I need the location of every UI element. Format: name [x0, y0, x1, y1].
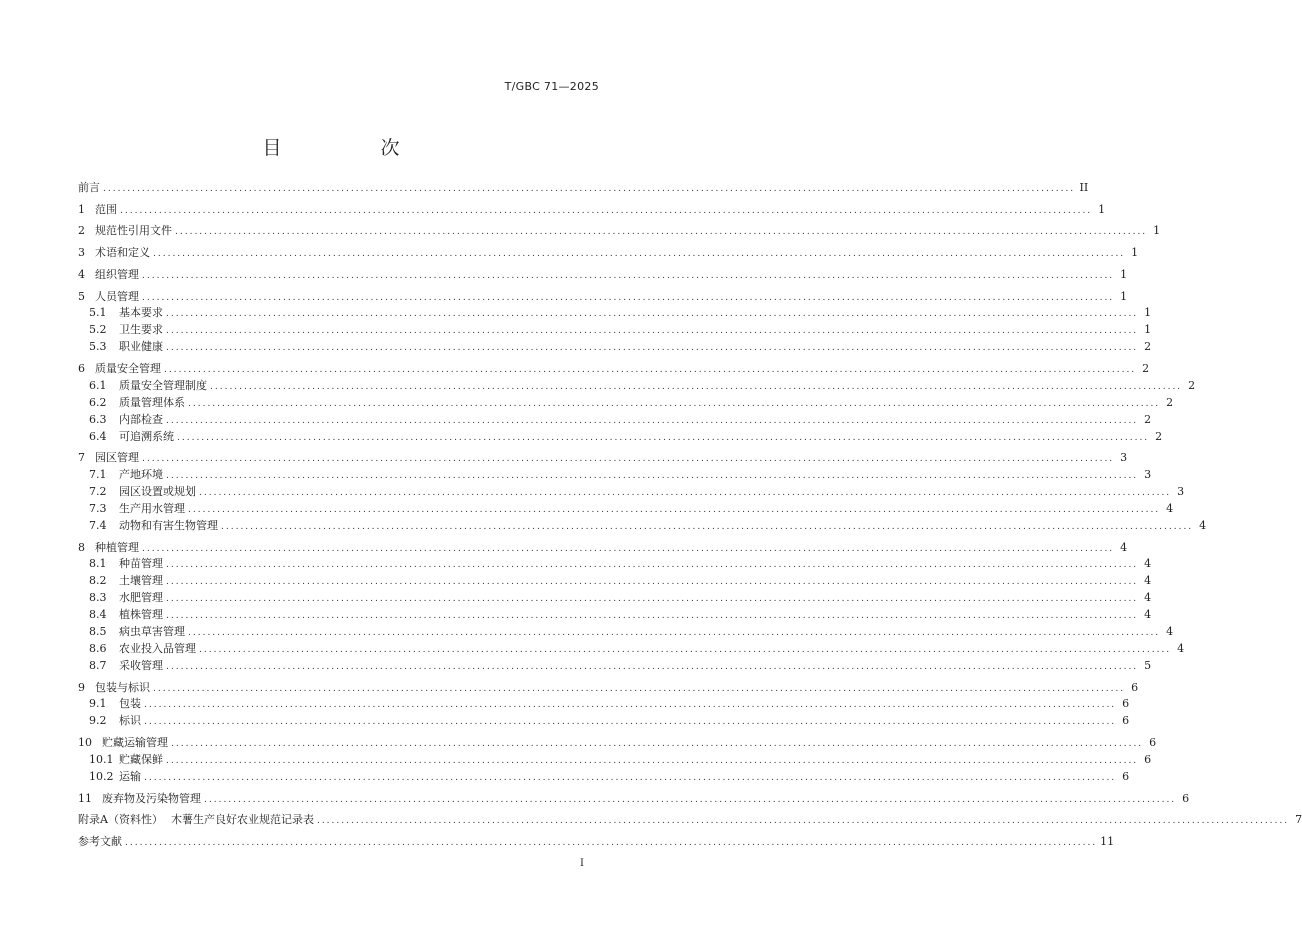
toc-entry-page: 6	[1131, 680, 1139, 694]
toc-entry-label	[78, 681, 150, 695]
toc-entry[interactable]	[78, 790, 1190, 806]
toc-entry[interactable]	[78, 572, 1152, 588]
toc-entry-page: 1	[1120, 267, 1128, 281]
toc-entry[interactable]	[78, 483, 1185, 499]
toc-entry-title: 园区设置或规划	[119, 485, 196, 498]
toc-leader-dots: ........................................................................................................................................................................................................	[153, 683, 1126, 694]
toc-entry-number: 5.3	[89, 340, 107, 354]
toc-entry[interactable]	[78, 266, 1128, 282]
toc-entry-page: 4	[1144, 591, 1152, 605]
toc-leader-dots: ........................................................................................................................................................................................................	[199, 488, 1172, 498]
toc-entry-page: 4	[1199, 518, 1207, 532]
toc-leader-dots: ........................................................................................................................................................................................................	[175, 227, 1148, 238]
toc-entry-title: 废弃物及污染物管理	[102, 791, 201, 805]
toc-entry[interactable]	[78, 734, 1157, 750]
toc-entry-page: 2	[1144, 340, 1152, 354]
toc-entry-title: 病虫草害管理	[119, 625, 185, 638]
toc-entry-page: 4	[1166, 501, 1174, 515]
toc-entry[interactable]	[78, 539, 1128, 555]
toc-entry[interactable]	[78, 377, 1196, 393]
toc-entry-number: 8.4	[89, 608, 107, 622]
toc-entry-page: 2	[1142, 361, 1150, 375]
toc-leader-dots: ........................................................................................................................................................................................................	[142, 543, 1115, 554]
toc-entry-number: 11	[78, 791, 92, 805]
toc-entry-page: 1	[1144, 323, 1152, 337]
toc-entry-title: 可追溯系统	[119, 429, 174, 443]
toc-entry-title: 规范性引用文件	[95, 224, 172, 238]
toc-entry-number: 7.2	[89, 485, 107, 498]
toc-entry-page: 2	[1155, 429, 1163, 443]
toc-entry[interactable]	[78, 466, 1152, 482]
toc-leader-dots: ........................................................................................................................................................................................................	[166, 343, 1139, 354]
toc-entry-label	[89, 770, 141, 784]
toc-leader-dots: ........................................................................................................................................................................................................	[204, 794, 1177, 805]
toc-entry-page: 6	[1144, 752, 1152, 766]
toc-entry-page: 1	[1153, 224, 1161, 238]
toc-leader-dots: ........................................................................................................................................................................................................	[144, 717, 1117, 728]
toc-entry-number: 10.2	[89, 769, 114, 783]
toc-entry-page: II	[1079, 181, 1089, 194]
toc-entry[interactable]	[78, 360, 1150, 376]
toc-entry-number: 7.3	[89, 501, 107, 515]
toc-entry-number: 5	[78, 289, 85, 303]
toc-entry[interactable]	[78, 768, 1130, 784]
toc-entry[interactable]	[78, 500, 1174, 516]
toc-leader-dots: ........................................................................................................................................................................................................	[166, 471, 1139, 482]
toc-entry-title: 产地环境	[119, 468, 163, 482]
toc-entry-number: 7.4	[89, 518, 107, 532]
toc-entry-label	[78, 290, 139, 304]
toc-leader-dots: ........................................................................................................................................................................................................	[166, 611, 1139, 622]
toc-entry-number: 6	[78, 361, 85, 375]
toc-entry-label	[78, 224, 172, 238]
toc-entry-title: 质量管理体系	[119, 395, 185, 409]
toc-entry-number: 9	[78, 680, 85, 694]
toc-leader-dots: ........................................................................................................................................................................................................	[166, 326, 1139, 337]
toc-entry-title: 动物和有害生物管理	[119, 518, 218, 532]
toc-entry-label	[89, 379, 207, 393]
toc-entry-label	[89, 323, 163, 337]
toc-entry[interactable]	[78, 751, 1152, 767]
toc-entry-number: 7.1	[89, 468, 107, 482]
toc-leader-dots: ........................................................................................................................................................................................................	[142, 270, 1115, 281]
toc-entry-number: 7	[78, 451, 85, 465]
toc-leader-dots: ........................................................................................................................................................................................................	[316, 816, 1290, 827]
toc-leader-dots: ........................................................................................................................................................................................................	[166, 560, 1139, 571]
toc-entry-label	[89, 608, 163, 622]
toc-entry-number: 8.1	[89, 557, 107, 571]
toc-entry-page: 4	[1120, 540, 1128, 554]
toc-entry[interactable]	[78, 321, 1152, 337]
toc-entry-page: 1	[1144, 306, 1152, 320]
toc-entry-title: 水肥管理	[119, 591, 163, 605]
toc-entry-page: 4	[1177, 641, 1185, 655]
toc-entry-label	[89, 485, 196, 499]
toc-leader-dots: ........................................................................................................................................................................................................	[166, 309, 1139, 320]
toc-entry[interactable]	[78, 222, 1161, 238]
toc-entry-label	[89, 413, 163, 427]
toc-entry-number: 3	[78, 246, 85, 260]
toc-entry-page: 1	[1120, 289, 1128, 303]
toc-entry-label	[78, 813, 314, 827]
toc-entry-number: 5.1	[89, 306, 107, 320]
toc-entry-title: 包装	[119, 697, 141, 711]
toc-entry-title: 运输	[119, 769, 141, 783]
toc-entry-number: 2	[78, 224, 85, 238]
toc-entry[interactable]	[78, 449, 1128, 465]
toc-entry[interactable]	[78, 304, 1152, 320]
toc-entry-title: 农业投入品管理	[119, 641, 196, 655]
toc-entry-page: 2	[1144, 412, 1152, 426]
toc-entry-label	[89, 306, 163, 320]
toc-entry-label	[89, 659, 163, 673]
toc-leader-dots: ........................................................................................................................................................................................................	[142, 292, 1115, 303]
toc-leader-dots: ........................................................................................................................................................................................................	[103, 184, 1076, 194]
toc-entry-label	[89, 519, 218, 533]
toc-entry[interactable]	[78, 833, 1115, 849]
toc-entry-number: 6.2	[89, 395, 107, 409]
toc-entry[interactable]	[78, 338, 1152, 354]
toc-entry-title: 范围	[95, 202, 117, 216]
toc-entry-label	[89, 557, 163, 571]
toc-entry-page: 2	[1188, 378, 1196, 392]
toc-leader-dots: ........................................................................................................................................................................................................	[188, 504, 1161, 515]
toc-entry-page: 6	[1182, 791, 1190, 805]
page-title: 目 次	[262, 137, 440, 159]
document-code: T/GBC 71—2025	[504, 80, 599, 93]
toc-entry-page: 3	[1177, 485, 1185, 498]
toc-leader-dots: ........................................................................................................................................................................................................	[188, 398, 1161, 409]
toc-entry-label	[78, 362, 161, 376]
toc-entry-page: 6	[1149, 736, 1157, 749]
toc-entry-page: 1	[1131, 246, 1139, 260]
toc-entry-number: 6.4	[89, 429, 107, 443]
toc-entry-page: 7	[1295, 813, 1302, 827]
toc-entry-title: 木薯生产良好农业规范记录表	[170, 813, 314, 827]
toc-entry-title: 种苗管理	[119, 557, 163, 571]
toc-entry-title: 贮藏保鲜	[119, 752, 163, 766]
toc-entry-number: 8.3	[89, 591, 107, 605]
toc-entry-label	[89, 502, 185, 516]
toc-entry-label	[89, 625, 185, 639]
toc-leader-dots: ........................................................................................................................................................................................................	[171, 739, 1144, 749]
toc-entry-number: 9.1	[89, 697, 107, 711]
toc-entry-title: 人员管理	[95, 289, 139, 303]
toc-entry-page: 4	[1144, 557, 1152, 571]
toc-entry[interactable]	[78, 589, 1152, 605]
toc-entry-title: 基本要求	[119, 306, 163, 320]
toc-entry[interactable]	[78, 288, 1128, 304]
toc-entry[interactable]	[78, 623, 1174, 639]
toc-entry-page: 6	[1122, 769, 1130, 783]
toc-entry[interactable]	[78, 179, 1089, 195]
toc-entry-title: 土壤管理	[119, 574, 163, 588]
toc-leader-dots: ........................................................................................................................................................................................................	[188, 628, 1161, 638]
toc-entry-title: 种植管理	[95, 540, 139, 554]
toc-entry-page: 4	[1166, 625, 1174, 638]
toc-entry[interactable]	[78, 244, 1139, 260]
toc-entry-page: 6	[1122, 714, 1130, 728]
toc-entry-label	[78, 451, 139, 465]
toc-leader-dots: ........................................................................................................................................................................................................	[199, 644, 1172, 655]
toc-entry-number: 10	[78, 736, 92, 749]
toc-entry[interactable]	[78, 695, 1130, 711]
toc-entry-label	[89, 714, 141, 728]
toc-entry-title: 标识	[119, 714, 141, 728]
toc-entry[interactable]	[78, 811, 1302, 827]
toc-leader-dots: ........................................................................................................................................................................................................	[166, 755, 1139, 766]
toc-entry[interactable]	[78, 411, 1152, 427]
toc-entry-label	[78, 181, 100, 195]
toc-entry-title: 包装与标识	[95, 680, 150, 694]
toc-leader-dots: ........................................................................................................................................................................................................	[166, 661, 1139, 672]
toc-entry-label	[78, 736, 168, 750]
toc-entry-title: 职业健康	[119, 340, 163, 354]
toc-entry-page: 4	[1144, 608, 1152, 622]
toc-entry-title: 内部检查	[119, 412, 163, 426]
toc-entry-label	[89, 753, 163, 767]
toc-entry-label	[89, 430, 174, 444]
toc-entry-label	[89, 642, 196, 656]
toc-entry-label	[78, 792, 201, 806]
toc-entry-page: 11	[1100, 834, 1115, 848]
toc-entry-number: 4	[78, 267, 85, 281]
toc-leader-dots: ........................................................................................................................................................................................................	[142, 454, 1115, 465]
toc-entry-title: 园区管理	[95, 451, 139, 465]
toc-leader-dots: ........................................................................................................................................................................................................	[166, 594, 1139, 605]
toc-leader-dots: ........................................................................................................................................................................................................	[120, 205, 1093, 216]
toc-entry[interactable]	[78, 640, 1185, 656]
toc-entry-number: 8.5	[89, 625, 107, 638]
toc-entry-title: 质量安全管理	[95, 361, 161, 375]
toc-entry-label	[89, 396, 185, 410]
toc-entry-title: 组织管理	[95, 267, 139, 281]
page-number: I	[580, 858, 584, 869]
toc-entry-label	[89, 468, 163, 482]
toc-entry-title: 质量安全管理制度	[119, 378, 207, 392]
toc-entry-page: 4	[1144, 574, 1152, 588]
toc-entry-page: 5	[1144, 658, 1152, 672]
toc-entry-page: 1	[1098, 202, 1106, 216]
toc-entry-number: 10.1	[89, 752, 114, 766]
toc-entry-label	[78, 835, 122, 849]
toc-entry-title: 参考文献	[78, 834, 122, 848]
toc-entry[interactable]	[78, 712, 1130, 728]
toc-entry-page: 3	[1120, 451, 1128, 465]
toc-entry-number: 8	[78, 540, 85, 554]
toc-entry-label	[78, 246, 150, 260]
toc-entry-label	[78, 268, 139, 282]
toc-entry-page: 6	[1122, 697, 1130, 711]
toc-leader-dots: ........................................................................................................................................................................................................	[177, 432, 1150, 443]
toc-entry-title: 前言	[78, 181, 100, 194]
toc-entry-title: 贮藏运输管理	[102, 736, 168, 749]
toc-leader-dots: ........................................................................................................................................................................................................	[164, 364, 1137, 375]
toc-entry-number: 8.7	[89, 658, 107, 672]
toc-entry-page: 3	[1144, 468, 1152, 482]
toc-entry-label	[89, 591, 163, 605]
toc-leader-dots: ........................................................................................................................................................................................................	[153, 249, 1126, 260]
toc-entry-title: 卫生要求	[119, 323, 163, 337]
toc-leader-dots: ........................................................................................................................................................................................................	[125, 837, 1098, 848]
toc-entry-label	[78, 541, 139, 555]
toc-entry-label	[89, 697, 141, 711]
toc-entry-number: 6.1	[89, 378, 107, 392]
toc-entry-label	[89, 574, 163, 588]
toc-entry-title: 采收管理	[119, 658, 163, 672]
toc-leader-dots: ........................................................................................................................................................................................................	[144, 772, 1117, 783]
toc-entry-number: 附录A（资料性）	[78, 813, 163, 827]
toc-leader-dots: ........................................................................................................................................................................................................	[221, 521, 1194, 532]
toc-entry[interactable]	[78, 394, 1174, 410]
toc-entry[interactable]	[78, 606, 1152, 622]
toc-entry-title: 生产用水管理	[119, 501, 185, 515]
toc-entry-label	[89, 340, 163, 354]
toc-entry-title: 植株管理	[119, 608, 163, 622]
toc-entry-title: 术语和定义	[95, 246, 150, 260]
toc-leader-dots: ........................................................................................................................................................................................................	[166, 415, 1139, 426]
toc-entry-number: 5.2	[89, 323, 107, 337]
toc-entry-label	[78, 203, 117, 217]
toc-entry-number: 1	[78, 202, 85, 216]
toc-entry-number: 6.3	[89, 412, 107, 426]
toc-entry[interactable]	[78, 555, 1152, 571]
toc-entry[interactable]	[78, 517, 1207, 533]
toc-entry[interactable]	[78, 679, 1139, 695]
toc-entry-number: 8.6	[89, 641, 107, 655]
toc-leader-dots: ........................................................................................................................................................................................................	[166, 577, 1139, 588]
toc-entry-number: 8.2	[89, 574, 107, 588]
toc-leader-dots: ........................................................................................................................................................................................................	[144, 700, 1117, 711]
toc-entry-page: 2	[1166, 395, 1174, 409]
toc-entry[interactable]	[78, 657, 1152, 673]
toc-entry-number: 9.2	[89, 714, 107, 728]
toc-entry[interactable]	[78, 201, 1106, 217]
toc-entry[interactable]	[78, 428, 1163, 444]
toc-leader-dots: ........................................................................................................................................................................................................	[210, 381, 1183, 392]
